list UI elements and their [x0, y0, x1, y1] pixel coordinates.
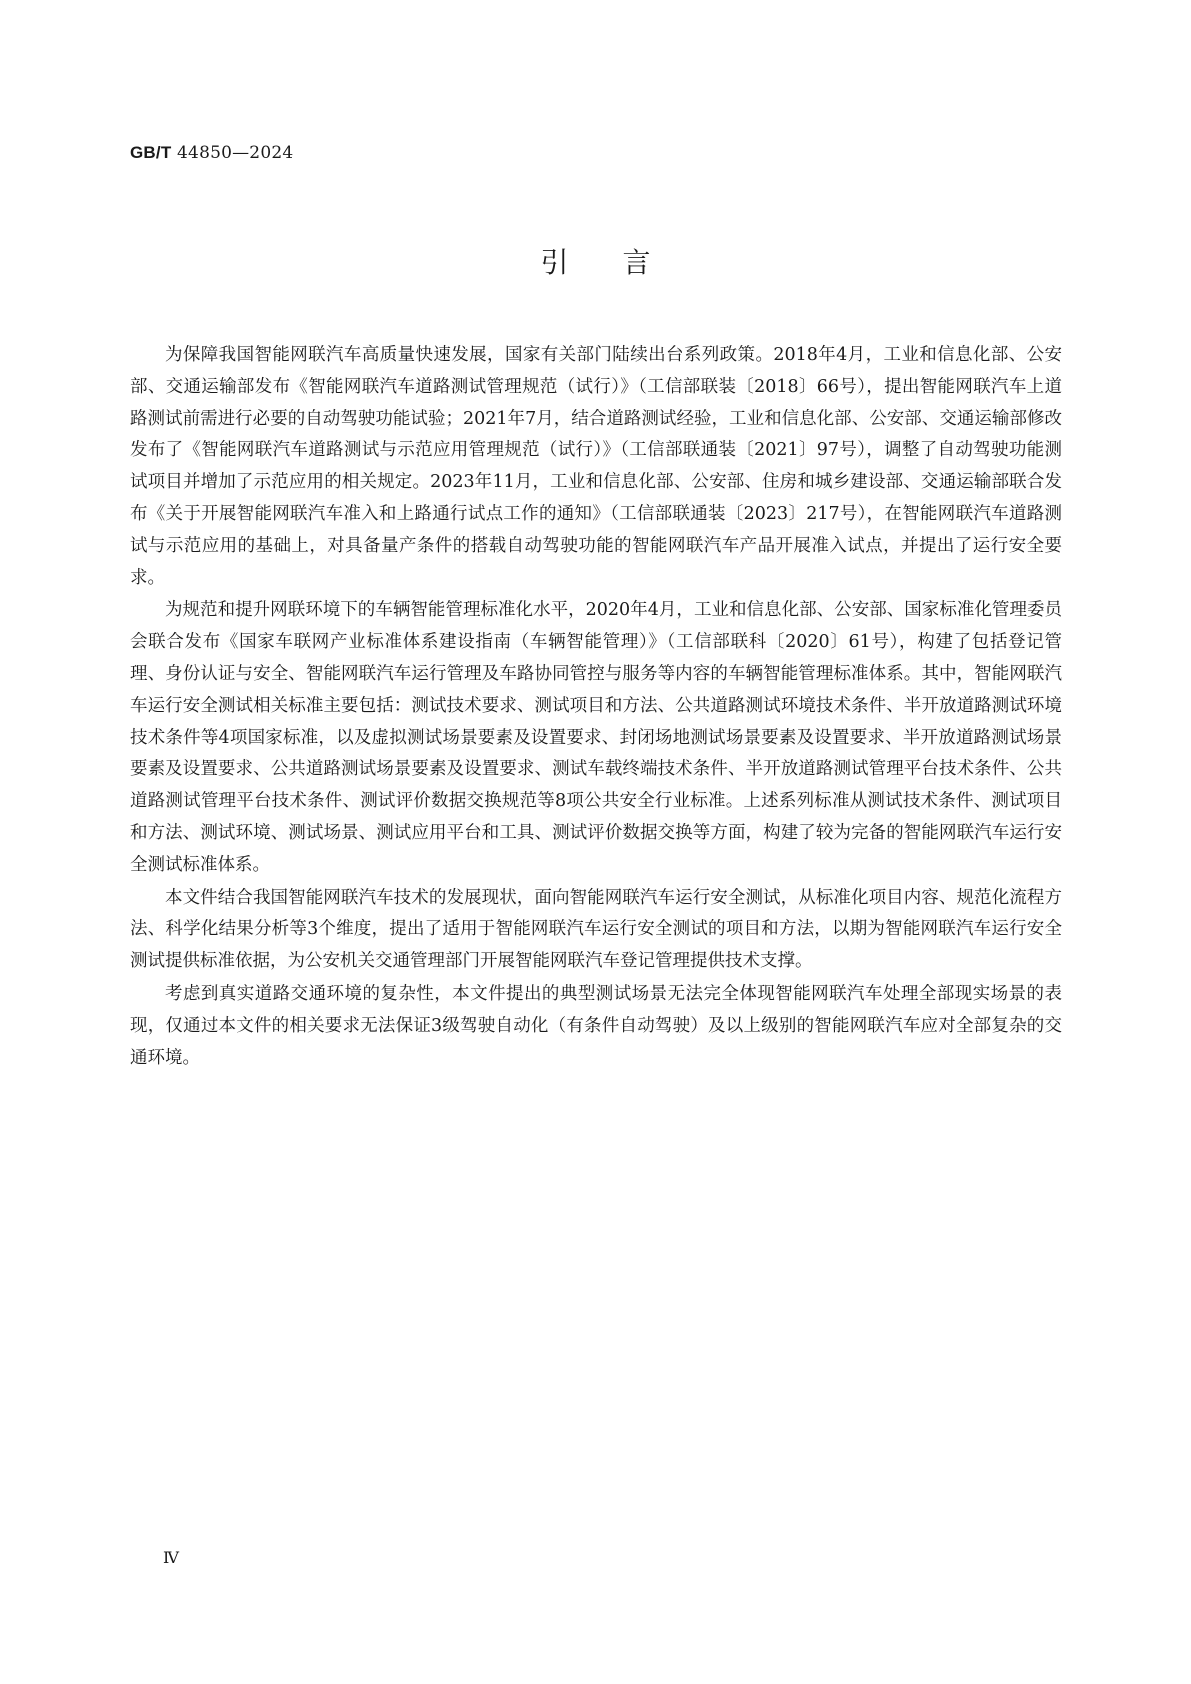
standard-code-number: 44850—2024 — [177, 143, 294, 163]
page-title: 引言 — [540, 246, 705, 279]
standard-code-prefix: GB/T — [130, 143, 172, 162]
paragraph-2: 为规范和提升网联环境下的车辆智能管理标准化水平，2020年4月，工业和信息化部、公安部、国家标准化管理委员会联合发布《国家车联网产业标准体系建设指南（车辆智能管理）》（工信部联科〔2020〕61号），构建了包括登记管理、身份认证与安全、智能网联汽车运行管理及车路协同管控与服务等内容的车辆智能管理标准体系。其中，智能网联汽车运行安全测试相关标准主要包括：测试技术要求、测试项目和方法、公共道路测试环境技术条件、半开放道路测试环境技术条件等4项国家标准，以及虚拟测试场景要素及设置要求、封闭场地测试场景要素及设置要求、半开放道路测试场景要素及设置要求、公共道路测试场景要素及设置要求、测试车载终端技术条件、半开放道路测试管理平台技术条件、公共道路测试管理平台技术条件、测试评价数据交换规范等8项公共安全行业标准。上述系列标准从测试技术条件、测试项目和方法、测试环境、测试场景、测试应用平台和工具、测试评价数据交换等方面，构建了较为完备的智能网联汽车运行安全测试标准体系。 — [130, 600, 1062, 875]
paragraph-4: 考虑到真实道路交通环境的复杂性，本文件提出的典型测试场景无法完全体现智能网联汽车处理全部现实场景的表现，仅通过本文件的相关要求无法保证3级驾驶自动化（有条件自动驾驶）及以上级别的智能网联汽车应对全部复杂的交通环境。 — [130, 983, 1062, 1068]
page-number: Ⅳ — [163, 1548, 179, 1567]
standard-code — [130, 142, 293, 164]
introduction-body — [130, 340, 1062, 1075]
paragraph-3: 本文件结合我国智能网联汽车技术的发展现状，面向智能网联汽车运行安全测试，从标准化项目内容、规范化流程方法、科学化结果分析等3个维度，提出了适用于智能网联汽车运行安全测试的项目和方法，以期为智能网联汽车运行安全测试提供标准依据，为公安机关交通管理部门开展智能网联汽车登记管理提供技术支撑。 — [130, 887, 1062, 972]
paragraph-1: 为保障我国智能网联汽车高质量快速发展，国家有关部门陆续出台系列政策。2018年4月，工业和信息化部、公安部、交通运输部发布《智能网联汽车道路测试管理规范（试行）》（工信部联装〔2018〕66号），提出智能网联汽车上道路测试前需进行必要的自动驾驶功能试验；2021年7月，结合道路测试经验，工业和信息化部、公安部、交通运输部修改发布了《智能网联汽车道路测试与示范应用管理规范（试行）》（工信部联通装〔2021〕97号），调整了自动驾驶功能测试项目并增加了示范应用的相关规定。2023年11月，工业和信息化部、公安部、住房和城乡建设部、交通运输部联合发布《关于开展智能网联汽车准入和上路通行试点工作的通知》（工信部联通装〔2023〕217号），在智能网联汽车道路测试与示范应用的基础上，对具备量产条件的搭载自动驾驶功能的智能网联汽车产品开展准入试点，并提出了运行安全要求。 — [130, 345, 1062, 588]
